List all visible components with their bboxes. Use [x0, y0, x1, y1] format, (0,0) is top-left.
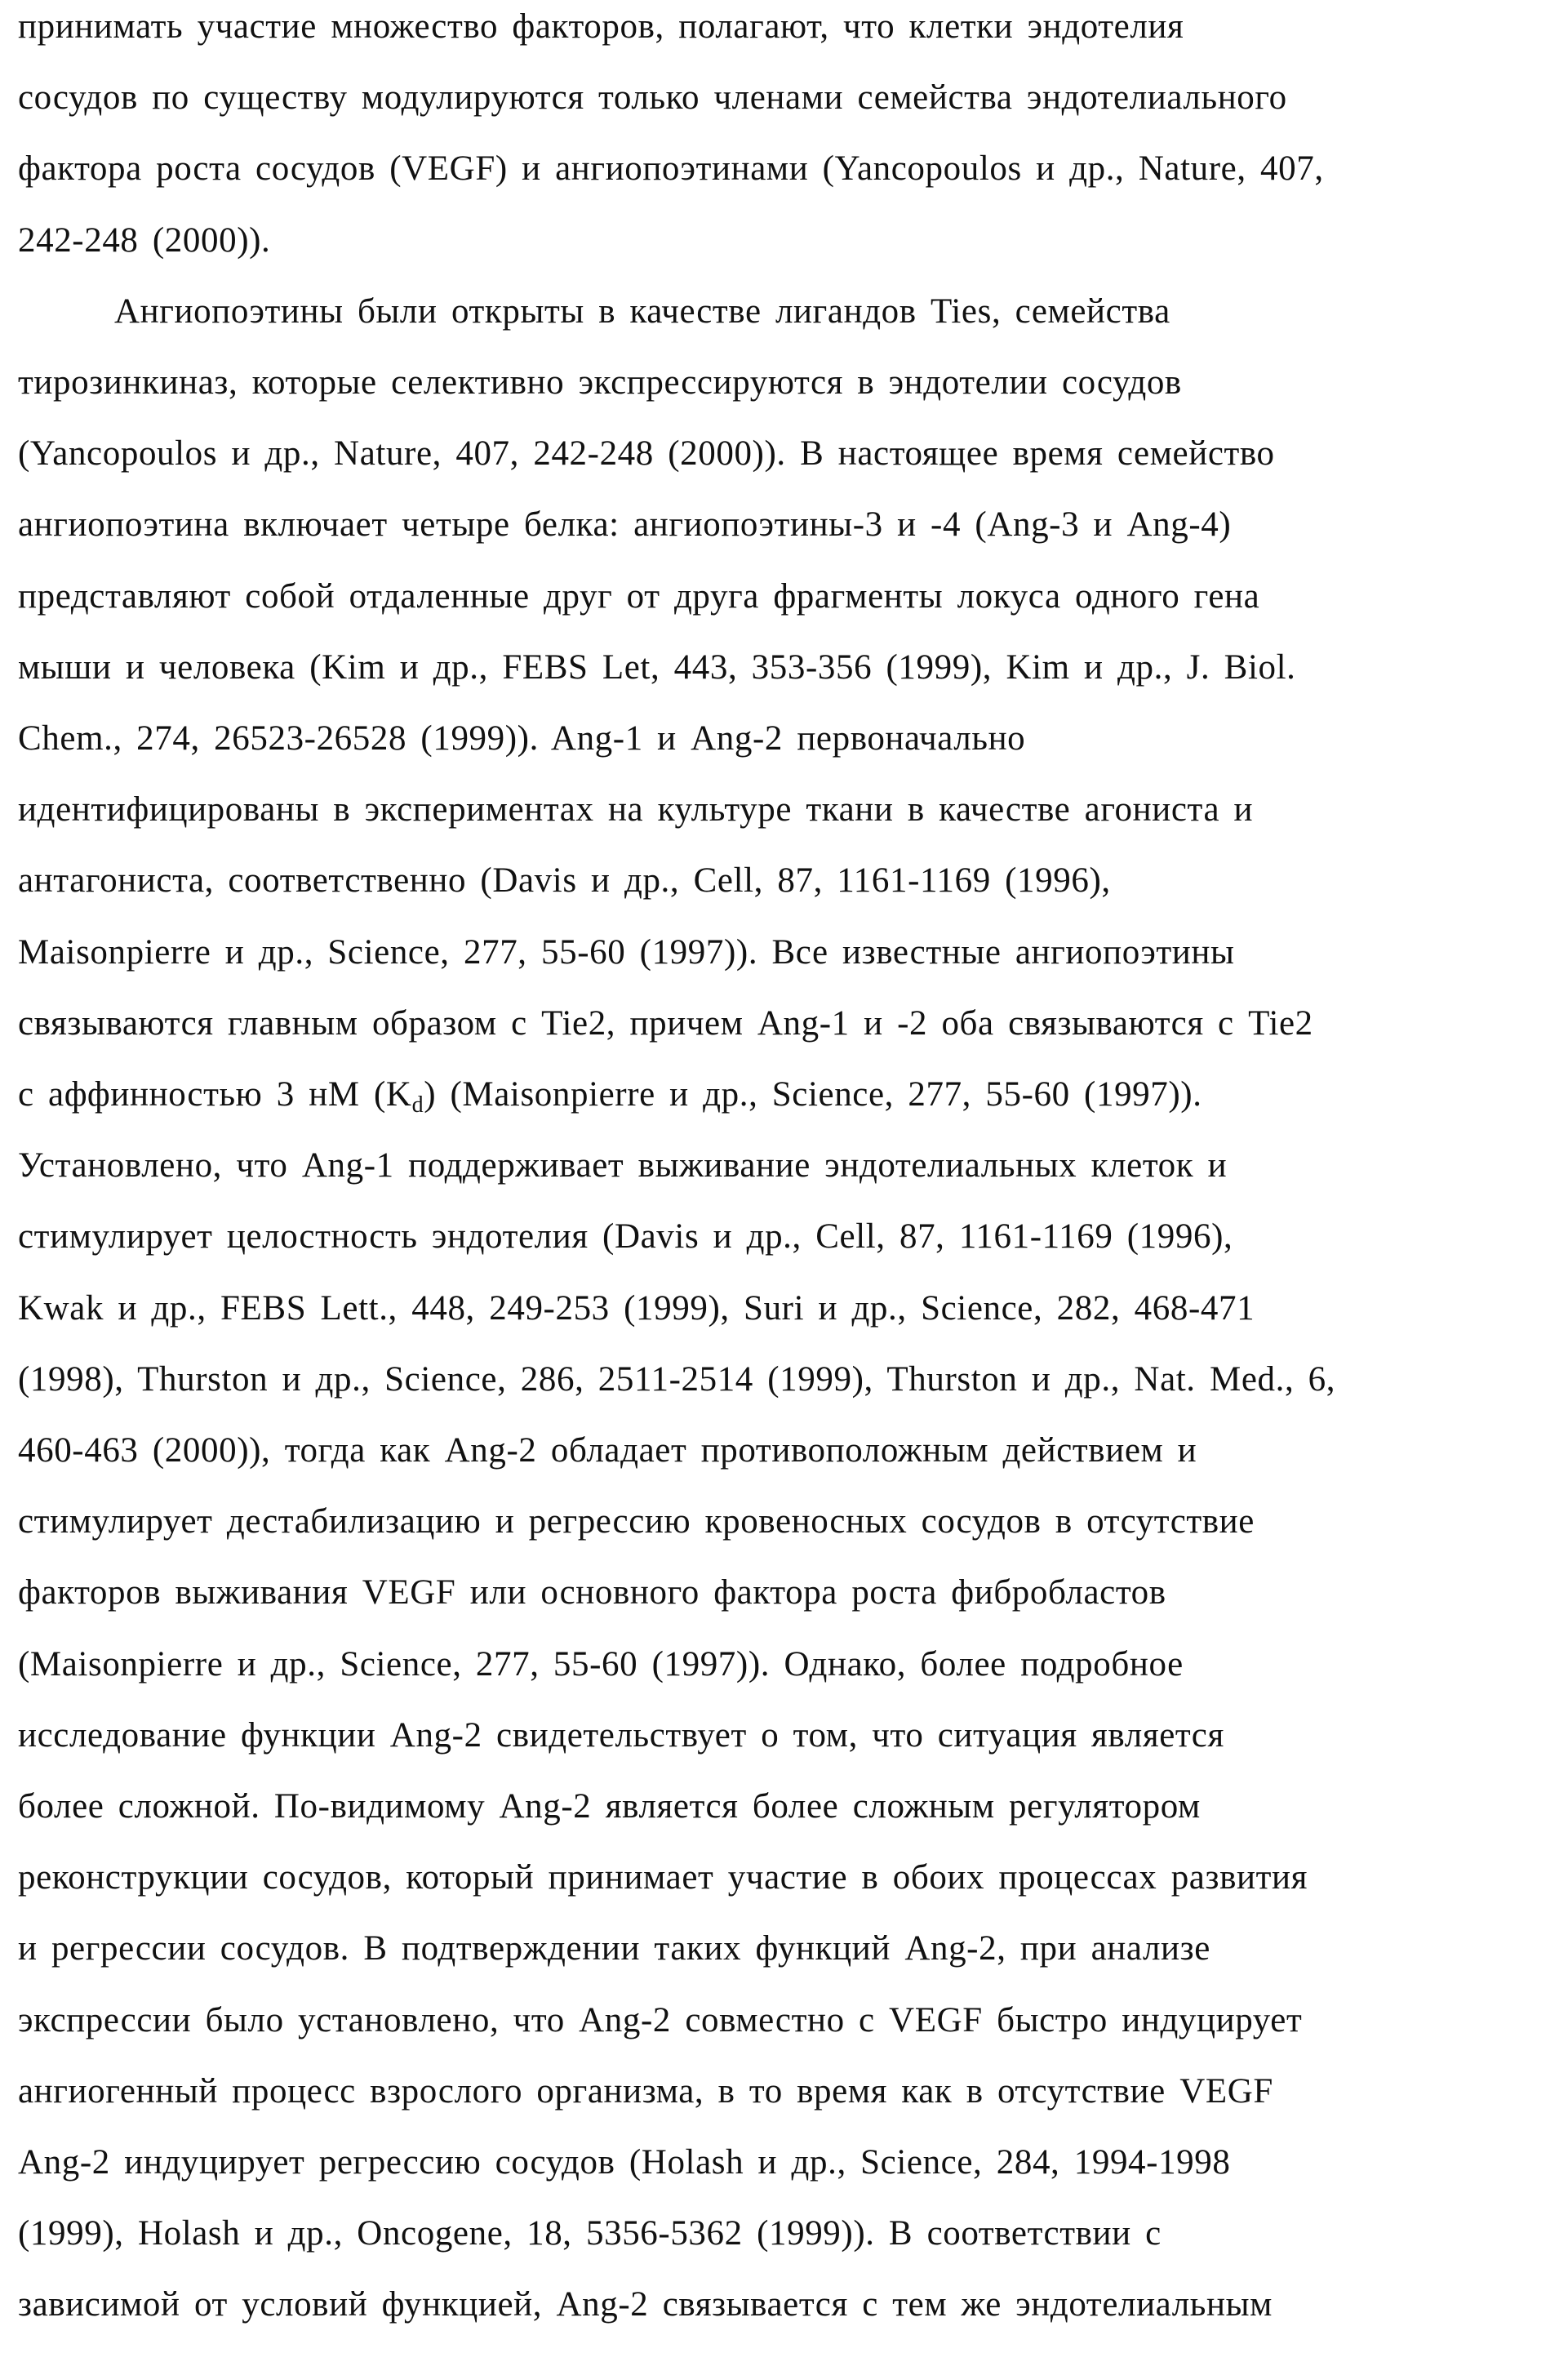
text-line: более сложной. По-видимому Ang-2 является более сложным регулятором — [18, 1787, 1201, 1826]
text-line: ангиопоэтина включает четыре белка: ангиопоэтины-3 и -4 (Ang-3 и Ang-4) — [18, 505, 1232, 544]
text-line: стимулирует дестабилизацию и регрессию кровеносных сосудов в отсутствие — [18, 1502, 1255, 1541]
text-line: сосудов по существу модулируются только членами семейства эндотелиального — [18, 78, 1287, 117]
kd-subscript: d — [411, 1092, 424, 1118]
text-line: и регрессии сосудов. В подтверждении таких функций Ang-2, при анализе — [18, 1929, 1210, 1968]
text-line: идентифицированы в экспериментах на культуре ткани в качестве агониста и — [18, 790, 1254, 829]
text-line: представляют собой отдаленные друг от друга фрагменты локуса одного гена — [18, 577, 1260, 616]
text-line: экспрессии было установлено, что Ang-2 совместно с VEGF быстро индуцирует — [18, 2001, 1303, 2039]
text-line: (1998), Thurston и др., Science, 286, 2511-2514 (1999), Thurston и др., Nat. Med., 6, — [18, 1360, 1336, 1399]
text-line: исследование функции Ang-2 свидетельствует о том, что ситуация является — [18, 1716, 1224, 1755]
text-line: (Yancopoulos и др., Nature, 407, 242-248 (2000)). В настоящее время семейство — [18, 434, 1275, 473]
text-line: принимать участие множество факторов, полагают, что клетки эндотелия — [18, 7, 1184, 46]
text-line: Maisonpierre и др., Science, 277, 55-60 (1997)). Все известные ангиопоэтины — [18, 933, 1235, 972]
text-line: Ang-2 индуцирует регрессию сосудов (Holash и др., Science, 284, 1994-1998 — [18, 2143, 1231, 2182]
text-line: антагониста, соответственно (Davis и др., Cell, 87, 1161-1169 (1996), — [18, 861, 1111, 900]
text-line: связываются главным образом с Tie2, причем Ang-1 и -2 оба связываются с Tie2 — [18, 1004, 1313, 1043]
text-line: Установлено, что Ang-1 поддерживает выживание эндотелиальных клеток и — [18, 1146, 1228, 1185]
paragraph-first-line: Ангиопоэтины были открыты в качестве лигандов Ties, семейства — [114, 292, 1170, 331]
text-line-with-subscript — [18, 1070, 1202, 1119]
text-line: реконструкции сосудов, который принимает участие в обоих процессах развития — [18, 1858, 1308, 1897]
text-line: стимулирует целостность эндотелия (Davis и др., Cell, 87, 1161-1169 (1996), — [18, 1217, 1233, 1256]
text-line: (1999), Holash и др., Oncogene, 18, 5356-5362 (1999)). В соответствии с — [18, 2214, 1162, 2253]
text-line: факторов выживания VEGF или основного фактора роста фибробластов — [18, 1573, 1166, 1612]
text-line: ангиогенный процесс взрослого организма, в то время как в отсутствие VEGF — [18, 2072, 1273, 2111]
text-line: (Maisonpierre и др., Science, 277, 55-60 (1997)). Однако, более подробное — [18, 1645, 1184, 1684]
text-line: зависимой от условий функцией, Ang-2 связывается с тем же эндотелиальным — [18, 2285, 1273, 2324]
text-line: мыши и человека (Kim и др., FEBS Let, 443, 353-356 (1999), Kim и др., J. Biol. — [18, 648, 1296, 687]
text-line: 460-463 (2000)), тогда как Ang-2 обладает противоположным действием и — [18, 1431, 1197, 1470]
text-line: Chem., 274, 26523-26528 (1999)). Ang-1 и Ang-2 первоначально — [18, 719, 1026, 758]
text-line: 242-248 (2000)). — [18, 221, 271, 260]
text-line: Kwak и др., FEBS Lett., 448, 249-253 (1999), Suri и др., Science, 282, 468-471 — [18, 1289, 1255, 1328]
text-line: тирозинкиназ, которые селективно экспрессируются в эндотелии сосудов — [18, 363, 1182, 402]
text-segment: с аффинностью 3 нМ (K — [18, 1075, 412, 1114]
text-segment: ) (Maisonpierre и др., Science, 277, 55-60 (1997)). — [424, 1075, 1202, 1114]
text-line: фактора роста сосудов (VEGF) и ангиопоэтинами (Yancopoulos и др., Nature, 407, — [18, 149, 1324, 188]
